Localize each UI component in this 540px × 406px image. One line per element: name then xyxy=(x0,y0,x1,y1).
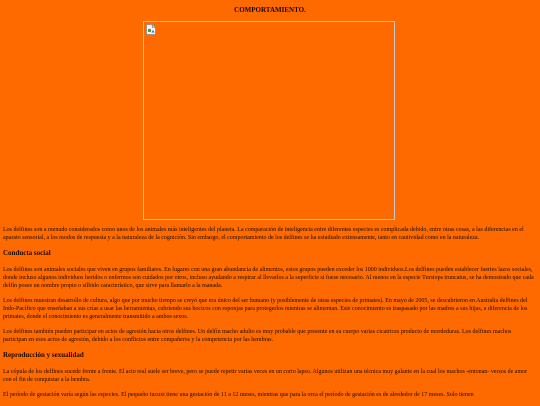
page-title: COMPORTAMIENTO. xyxy=(234,6,306,14)
paragraph: Los delfines son animales sociales que viven en grupos familiares. En lugares con una gran abundancia de alimentos, estos grupos pueden exceder los 1000 individuos.Los delfines pueden establecer fuertes lazos sociales, donde incluso algunos individuos heridos o enfermos son cuidados por otros, incluso ayudando a respirar al llevarlos a la superficie si fuese necesario. Al menos en la especie Tursiops truncatus, se ha demostrado que cada delfín posee un nombre propio o silbido característico, que sirve para llamarlo a la manada. xyxy=(3,267,534,289)
paragraph: La cópula de los delfines sucede frente a frente. El acto real suele ser breve, pero se puede repetir varias veces en un corto lapso. Algunos utilizan una técnica muy galante en la cual los machos -entonan- versos de amor con el fin de conquistar a la hembra. xyxy=(3,369,528,383)
broken-image-placeholder xyxy=(143,21,395,220)
intro-paragraph: Los delfines son a menudo considerados como unos de los animales más inteligentes del planeta. La comparación de inteligencia entre diferentes especies es complicada debido, entre otras cosas, a las diferencias en el aparato sensorial, a los modos de respuesta y a la naturaleza de la cognición. Sin embargo, el comportamiento de los delfines se ha estudiado extensamente, tanto en cautividad como en la naturaleza. xyxy=(3,227,524,241)
paragraph: Los delfines también pueden participar en actos de agresión hacia otros delfines. Un delfín macho adulto es muy probable que presente en su cuerpo varias cicatrices producto de mordeduras. Los delfines machos participan en esos actos de agresión, debido a los conflictos entre compañeros y la competencia por las hembras. xyxy=(3,329,512,343)
broken-image-icon xyxy=(146,24,156,35)
section-heading-reproduccion: Reproducción y sexualidad xyxy=(3,351,84,359)
paragraph: Los delfines muestran desarrollo de cultura, algo que por mucho tiempo se creyó que era único del ser humano (y posiblemente de otras especies de primates). En mayo de 2005, se descubrieron en Australia delfines del Indo-Pacífico que enseñaban a sus crías a usar las herramientas, cubriendo sus hocicos con esponjas para protegerlos mientras se alimentan. Este conocimiento es traspasado por las madres a sus hijas, a diferencia de los primates, donde el conocimiento es generalmente transmitido a ambos sexos. xyxy=(3,298,528,320)
section-heading-conducta-social: Conducta social xyxy=(3,249,51,257)
paragraph: El período de gestación varía según las especies. El pequeño tucuxi tiene una gestación de 11 a 12 meses, mientras que para la orca el período de gestación es de alrededor de 17 meses. Solo tienen xyxy=(3,392,474,398)
main-content xyxy=(3,226,536,406)
